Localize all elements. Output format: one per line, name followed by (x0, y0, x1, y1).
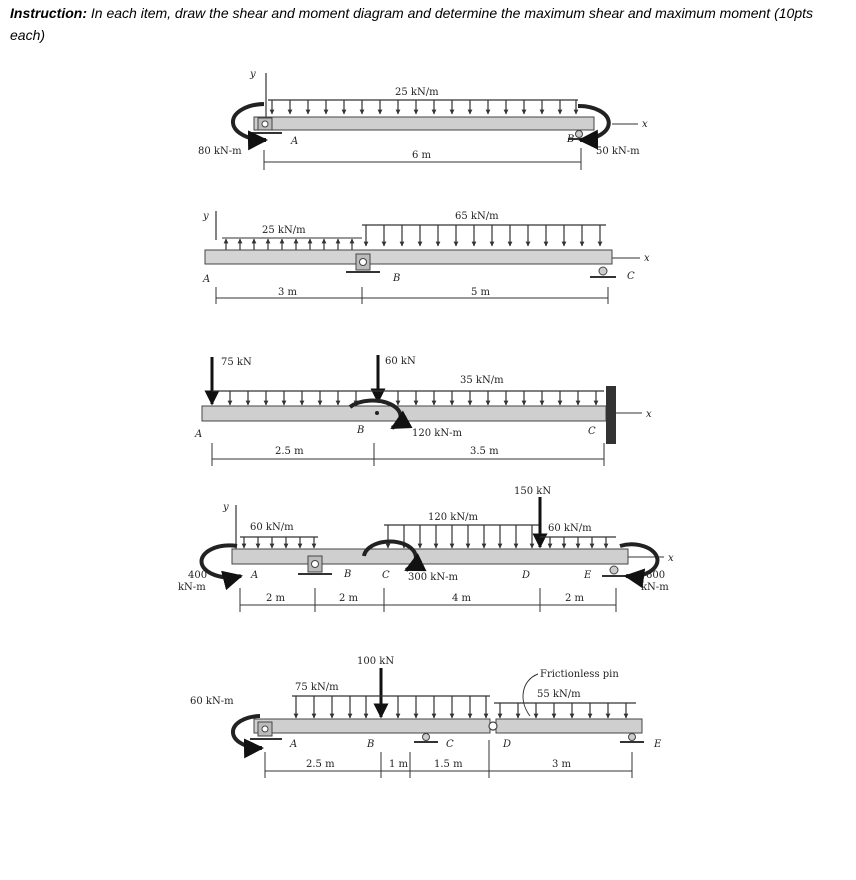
instruction-label: Instruction: (10, 5, 87, 21)
x-axis-label: x (642, 119, 648, 130)
load-2-label: 55 kN/m (537, 689, 581, 700)
beam-left-segment (254, 719, 490, 733)
point-load-1-label: 75 kN (221, 357, 252, 368)
distributed-load (212, 391, 604, 405)
point-a-label: A (251, 570, 259, 581)
point-a-label: A (291, 136, 299, 147)
distributed-load-3 (540, 537, 616, 548)
upward-load (222, 238, 362, 250)
load-1-label: 75 kN/m (295, 682, 339, 693)
moment-left-label-2: kN-m (178, 582, 206, 593)
point-b-label: B (344, 569, 352, 580)
distributed-load-1 (240, 537, 318, 548)
beam (232, 549, 628, 564)
load-label: 25 kN/m (395, 87, 439, 98)
load-2-label: 65 kN/m (455, 211, 499, 222)
moment-left-label-1: 400 (188, 570, 208, 581)
y-axis-label: y (223, 502, 229, 513)
point-d-label: D (522, 570, 531, 581)
load-2-label: 120 kN/m (428, 512, 478, 523)
point-d-label: D (503, 739, 512, 750)
roller-support-e (620, 734, 644, 743)
roller-support-e (602, 566, 626, 576)
dimension-2-label: 2 m (339, 593, 359, 604)
load-label: 35 kN/m (460, 375, 504, 386)
x-axis-label: x (668, 553, 674, 564)
beam (202, 406, 606, 421)
dimension-1-label: 2.5 m (306, 759, 335, 770)
x-axis-label: x (646, 409, 652, 420)
dimension-line (216, 287, 608, 304)
dimension-2-label: 3.5 m (470, 446, 499, 457)
point-b-label: B (367, 739, 375, 750)
dimension-1-label: 2 m (266, 593, 286, 604)
y-axis-label: y (203, 211, 209, 222)
dimension-4-label: 2 m (565, 593, 585, 604)
problem-3 (194, 355, 652, 466)
point-a-label: A (195, 429, 203, 440)
point-b-label: B (357, 425, 365, 436)
point-a-label: A (203, 274, 211, 285)
dimension-4-label: 3 m (552, 759, 572, 770)
dimension-label: 6 m (412, 150, 432, 161)
y-axis-label: y (250, 69, 256, 80)
pin-note-label: Frictionless pin (540, 669, 619, 680)
x-axis-label: x (644, 253, 650, 264)
point-c-label: C (627, 271, 635, 282)
fixed-wall-c (606, 386, 616, 444)
moment-label: 120 kN-m (412, 428, 462, 439)
distributed-load-2 (494, 703, 636, 718)
point-a-label: A (290, 739, 298, 750)
beam-right-segment (496, 719, 642, 733)
point-c-label: C (588, 426, 596, 437)
point-load-2-label: 60 kN (385, 356, 416, 367)
dimension-3-label: 1.5 m (434, 759, 463, 770)
downward-load (362, 225, 606, 246)
dimension-1-label: 2.5 m (275, 446, 304, 457)
point-e-label: E (584, 570, 592, 581)
moment-right-label: 50 kN-m (596, 146, 640, 157)
distributed-load-1 (292, 696, 490, 718)
point-load-label: 150 kN (514, 486, 552, 497)
problem-5 (190, 656, 662, 778)
problem-2 (202, 211, 650, 304)
roller-support-c (414, 734, 438, 743)
dimension-2-label: 1 m (389, 759, 409, 770)
moment-left-label: 80 kN-m (198, 146, 242, 157)
load-3-label: 60 kN/m (548, 523, 592, 534)
beam (205, 250, 612, 264)
problem-1 (198, 69, 648, 170)
dimension-3-label: 4 m (452, 593, 472, 604)
point-b-label: B (567, 134, 575, 145)
roller-support-c (590, 267, 616, 277)
point-load-label: 100 kN (357, 656, 395, 667)
dimension-line (212, 443, 604, 466)
moment-right-label-1: 600 (646, 570, 666, 581)
load-1-label: 60 kN/m (250, 522, 294, 533)
load-1-label: 25 kN/m (262, 225, 306, 236)
moment-mid-label: 300 kN-m (408, 572, 458, 583)
frictionless-pin-d (489, 722, 497, 730)
dimension-line (240, 588, 616, 612)
point-b-marker (375, 411, 379, 415)
distributed-load (268, 100, 578, 114)
point-c-label: C (382, 570, 390, 581)
dimension-1-label: 3 m (278, 287, 298, 298)
point-e-label: E (654, 739, 662, 750)
dimension-2-label: 5 m (471, 287, 491, 298)
problem-4 (178, 486, 674, 612)
moment-label: 60 kN-m (190, 696, 234, 707)
point-b-label: B (393, 273, 401, 284)
beam (254, 117, 594, 130)
point-c-label: C (446, 739, 454, 750)
moment-right-label-2: kN-m (641, 582, 669, 593)
instruction-text: In each item, draw the shear and moment diagram and determine the maximum shear and maximum moment (10pts each) (10, 5, 813, 43)
